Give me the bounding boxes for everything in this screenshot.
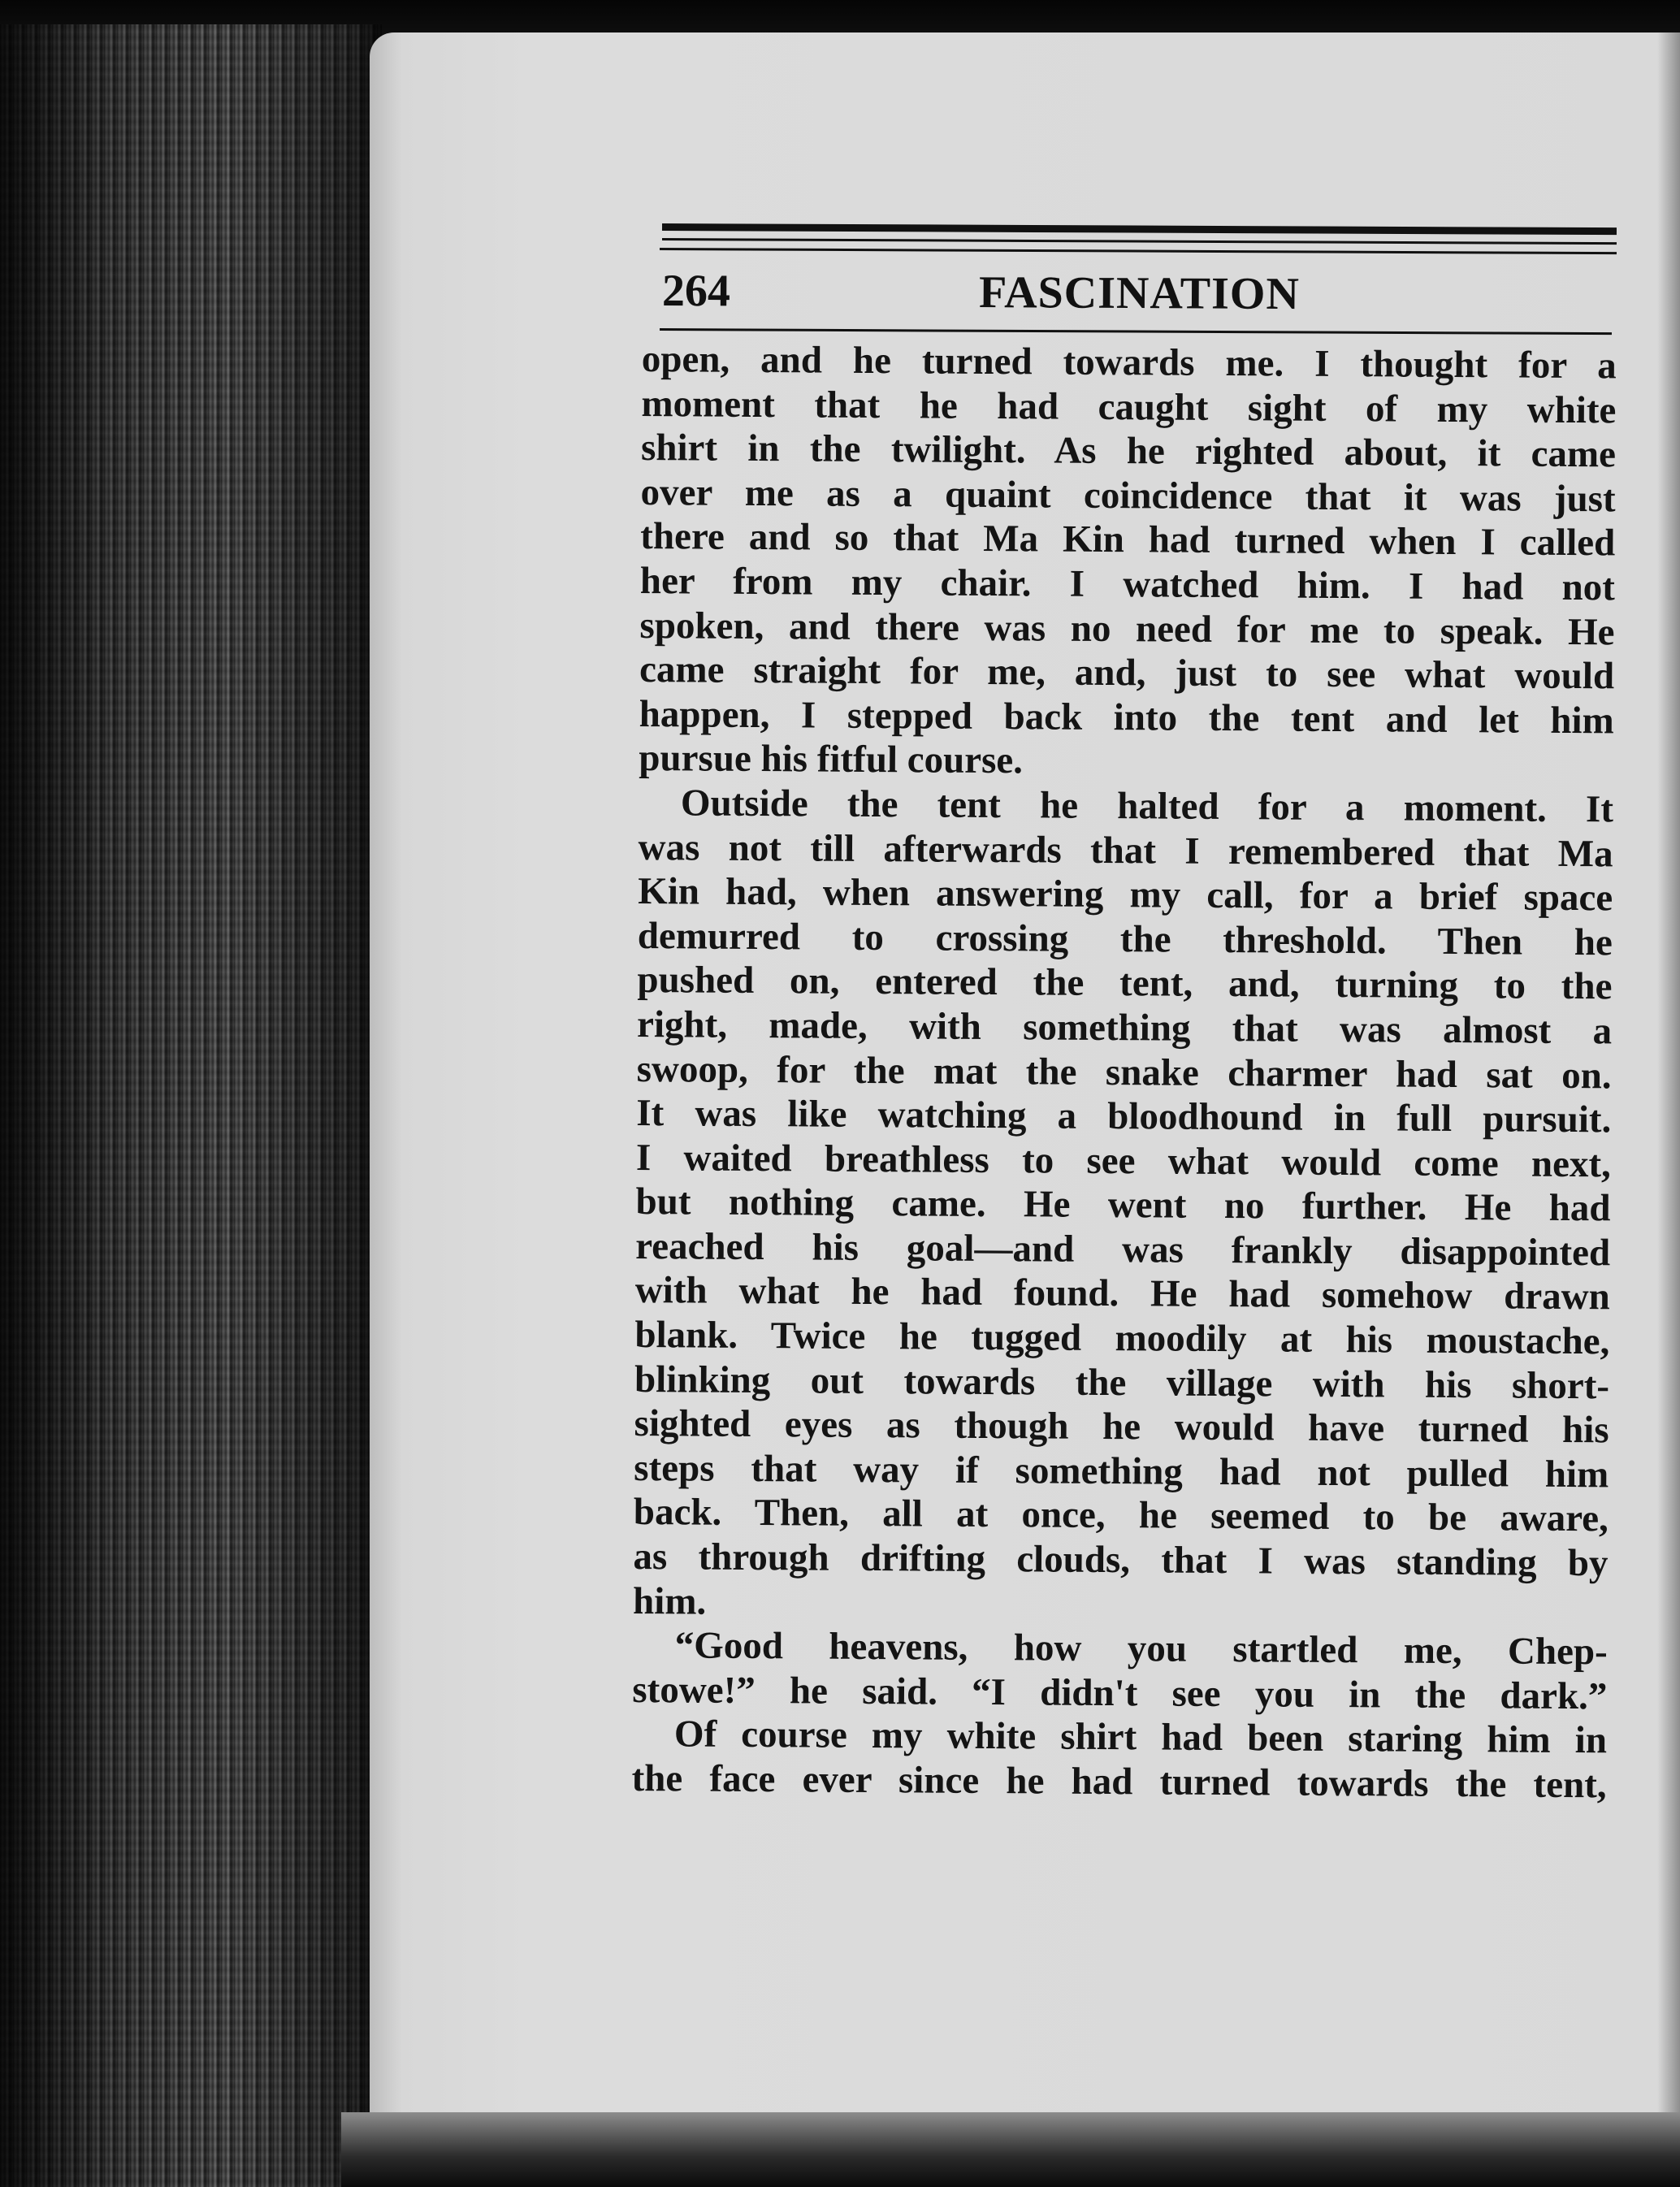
text-line: Outside the tent he halted for a moment. It [680,782,1614,831]
text-line: demurred to crossing the threshold. Then he [637,914,1613,964]
text-line: It was like watching a bloodhound in full pursuit. [636,1092,1612,1141]
running-header [662,258,1617,328]
text-line: moment that he had caught sight of my white [641,382,1617,431]
scan-bottom-border [341,2112,1680,2187]
text-line: stowe!” he said. “I didn't see you in the dark.” [632,1668,1608,1718]
text-line: blank. Twice he tugged moodily at his moustache, [634,1314,1610,1363]
page-number: 264 [661,266,731,317]
body-text [631,337,1617,1808]
running-title: FASCINATION [978,267,1301,320]
text-line: pursue his fitful course. [639,737,1024,782]
text-line: I waited breathless to see what would come next, [635,1136,1612,1186]
text-line: the face ever since he had turned towards the tent, [631,1756,1607,1807]
book-page-edges [0,24,382,2187]
text-line: there and so that Ma Kin had turned when I called [640,515,1616,565]
text-line: shirt in the twilight. As he righted about, it came [640,427,1617,476]
text-line: was not till afterwards that I remembered that Ma [638,825,1613,875]
text-line: “Good heavens, how you startled me, Chep- [674,1624,1608,1674]
text-line: Kin had, when answering my call, for a brief space [638,870,1613,920]
text-line: happen, I stepped back into the tent and let him [639,692,1614,743]
text-line: blinking out towards the village with his short- [634,1358,1610,1408]
text-line: sighted eyes as though he would have turned his [634,1402,1609,1452]
page-right-edge-shadow [1657,32,1680,2155]
text-line: but nothing came. He went no further. He had [635,1180,1611,1230]
text-line: Of course my white shirt had been staring him in [673,1713,1608,1762]
text-line: with what he had found. He had somehow drawn [634,1269,1610,1319]
text-line: pushed on, entered the tent, and, turning to the [637,959,1613,1008]
text-line: him. [632,1579,707,1623]
text-line: as through drifting clouds, that I was standing by [633,1535,1609,1585]
text-line: reached his goal—and was frankly disappointed [635,1224,1611,1275]
text-line: back. Then, all at once, he seemed to be aware, [633,1491,1609,1540]
text-line: swoop, for the mat the snake charmer had sat on. [636,1047,1612,1097]
text-line: over me as a quaint coincidence that it was just [640,470,1616,521]
text-line: right, made, with something that was almost a [636,1003,1613,1053]
text-line: open, and he turned towards me. I thought for a [641,337,1617,388]
text-line: steps that way if something had not pulled him [634,1446,1609,1496]
text-line: came straight for me, and, just to see what would [639,648,1615,698]
text-line: her from my chair. I watched him. I had not [639,559,1616,609]
text-line: spoken, and there was no need for me to speak. He [639,604,1615,653]
